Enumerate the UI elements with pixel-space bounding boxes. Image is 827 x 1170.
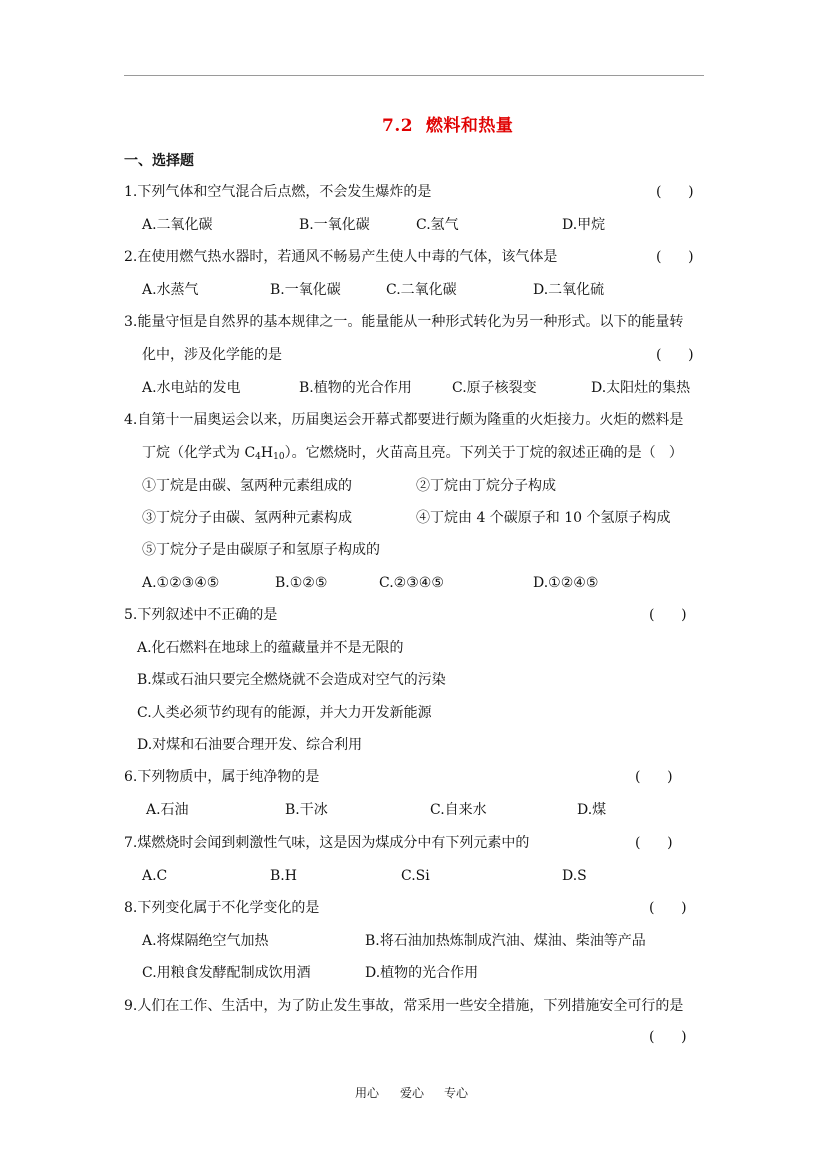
q7-option-b: B.H <box>270 868 297 884</box>
q5-option-b: B.煤或石油只要完全燃烧就不会造成对空气的污染 <box>137 672 446 688</box>
q3-option-c: C.原子核裂变 <box>452 380 537 396</box>
q6-option-d: D.煤 <box>577 802 607 818</box>
header-rule <box>124 75 704 76</box>
question-3-stem: 3.能量守恒是自然界的基本规律之一。能量能从一种形式转化为另一种形式。以下的能量转 <box>124 314 684 330</box>
q2-option-d: D.二氧化硫 <box>533 282 605 298</box>
q8-option-a: A.将煤隔绝空气加热 <box>142 933 269 949</box>
footer-text-3: 专心 <box>444 1086 469 1100</box>
q2-option-c: C.二氧化碳 <box>386 282 457 298</box>
question-5-stem: 5.下列叙述中不正确的是 <box>124 607 278 623</box>
q4-sub-carbon: 4 <box>255 452 261 462</box>
q6-option-a: A.石油 <box>146 802 189 818</box>
q8-option-c: C.用粮食发酵配制成饮用酒 <box>142 965 311 981</box>
q2-option-a: A.水蒸气 <box>142 282 199 298</box>
q1-option-b: B.一氧化碳 <box>299 217 370 233</box>
answer-blank-7: ( ) <box>635 835 673 851</box>
q3-option-a: A.水电站的发电 <box>142 380 241 396</box>
q8-option-d: D.植物的光合作用 <box>365 965 479 981</box>
answer-blank-5: ( ) <box>649 607 687 623</box>
answer-blank-4: ） <box>655 445 683 461</box>
q5-option-a: A.化石燃料在地球上的蕴藏量并不是无限的 <box>137 640 404 656</box>
q1-option-a: A.二氧化碳 <box>142 217 213 233</box>
page-title: 7.2 燃料和热量 <box>382 116 514 136</box>
answer-blank-6: ( ) <box>635 769 673 785</box>
question-3-stem-cont: 化中，涉及化学能的是 <box>142 347 282 363</box>
q7-option-d: D.S <box>562 868 587 884</box>
q4-statement-1: ①丁烷是由碳、氢两种元素组成的 <box>142 478 352 494</box>
q3-option-d: D.太阳灶的集热 <box>591 380 691 396</box>
question-4-stem-cont <box>142 444 683 462</box>
q4-option-d: D.①②④⑤ <box>533 575 599 591</box>
q1-option-c: C.氢气 <box>416 217 459 233</box>
question-1-stem: 1.下列气体和空气混合后点燃，不会发生爆炸的是 <box>124 184 432 200</box>
question-9-stem: 9.人们在工作、生活中，为了防止发生事故，常采用一些安全措施，下列措施安全可行的是 <box>124 998 684 1014</box>
answer-blank-1: ( ) <box>656 184 694 200</box>
answer-blank-2: ( ) <box>656 249 694 265</box>
answer-blank-3: ( ) <box>656 347 694 363</box>
q4-sub-hydrogen: 10 <box>273 452 285 462</box>
q2-option-b: B.一氧化碳 <box>270 282 341 298</box>
q4-option-c: C.②③④⑤ <box>379 575 444 591</box>
question-2-stem: 2.在使用燃气热水器时，若通风不畅易产生使人中毒的气体，该气体是 <box>124 249 558 265</box>
q7-option-a: A.C <box>142 868 168 884</box>
section-heading: 一、选择题 <box>124 153 194 169</box>
question-6-stem: 6.下列物质中，属于纯净物的是 <box>124 769 320 785</box>
q4-option-b: B.①②⑤ <box>275 575 328 591</box>
q3-option-b: B.植物的光合作用 <box>299 380 412 396</box>
question-8-stem: 8.下列变化属于不化学变化的是 <box>124 900 320 916</box>
answer-blank-9: ( ) <box>649 1029 687 1045</box>
q4-statement-5: ⑤丁烷分子是由碳原子和氢原子构成的 <box>142 542 380 558</box>
q5-option-d: D.对煤和石油要合理开发、综合利用 <box>137 737 363 753</box>
q4-formula-prefix: 丁烷（化学式为 C <box>142 445 256 461</box>
footer-text-1: 用心 <box>355 1086 380 1100</box>
q4-statement-4: ④丁烷由 4 个碳原子和 10 个氢原子构成 <box>416 510 671 526</box>
q1-option-d: D.甲烷 <box>562 217 606 233</box>
question-7-stem: 7.煤燃烧时会闻到刺激性气味，这是因为煤成分中有下列元素中的 <box>124 835 530 851</box>
footer-text-2: 爱心 <box>400 1086 425 1100</box>
q4-statement-3: ③丁烷分子由碳、氢两种元素构成 <box>142 510 352 526</box>
q4-statement-2: ②丁烷由丁烷分子构成 <box>416 478 556 494</box>
q4-option-a: A.①②③④⑤ <box>142 575 220 591</box>
answer-blank-8: ( ) <box>649 900 687 916</box>
q6-option-c: C.自来水 <box>430 802 487 818</box>
q7-option-c: C.Si <box>401 868 430 884</box>
q5-option-c: C.人类必须节约现有的能源，并大力开发新能源 <box>137 705 432 721</box>
q6-option-b: B.干冰 <box>285 802 328 818</box>
q4-stem-suffix: ）。它燃烧时，火苗高且亮。下列关于丁烷的叙述正确的是（ <box>284 445 656 461</box>
q4-formula-h: H <box>260 445 274 461</box>
q8-option-b: B.将石油加热炼制成汽油、煤油、柴油等产品 <box>365 933 646 949</box>
question-4-stem: 4.自第十一届奥运会以来，历届奥运会开幕式都要进行颇为隆重的火炬接力。火炬的燃料是 <box>124 412 684 428</box>
